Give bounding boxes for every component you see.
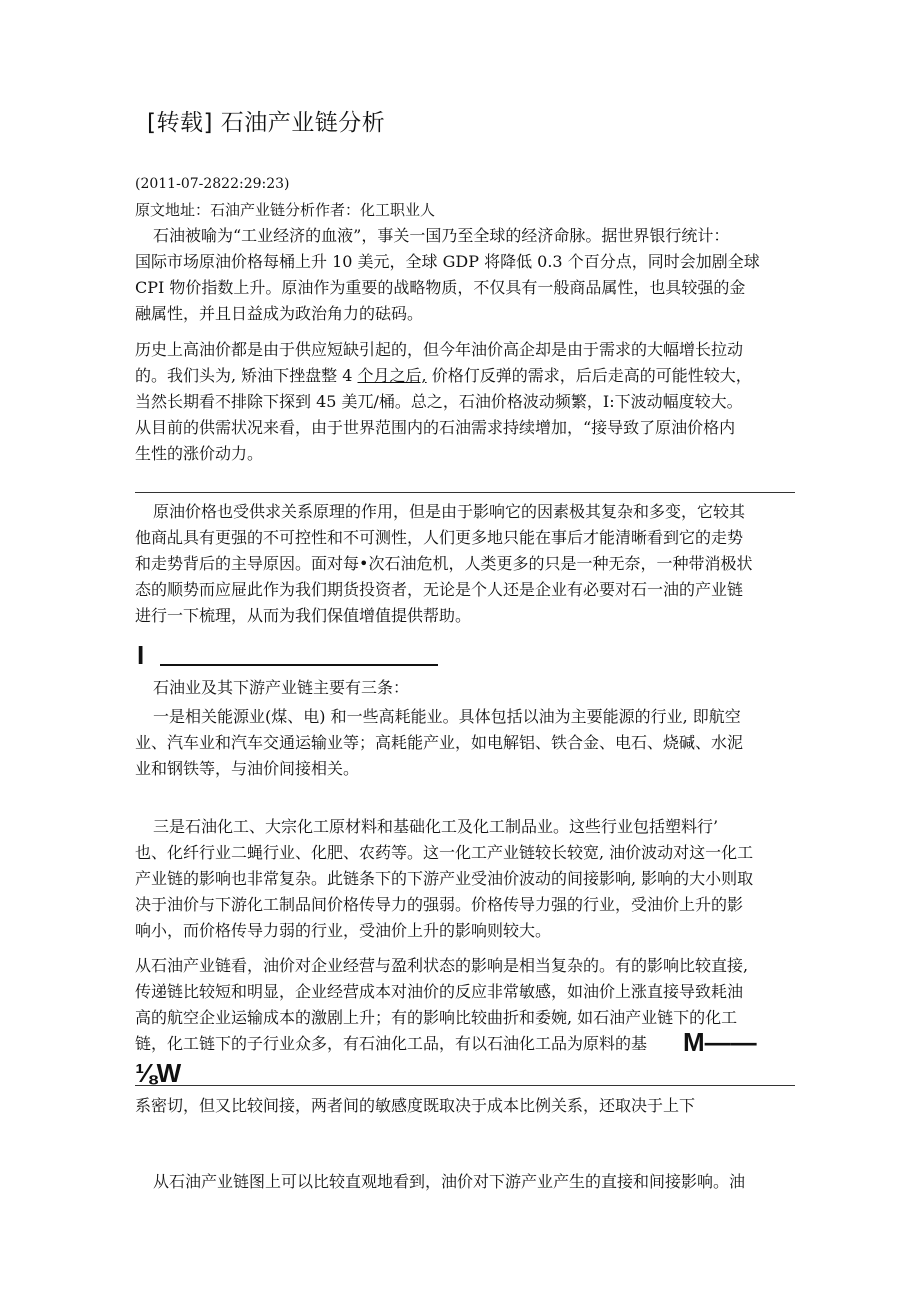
timestamp: (2011-07-2822:29:23): [135, 176, 290, 192]
paragraph-line: 国际市场原油价格每桶上升 10 美元，全球 GDP 将降低 0.3 个百分点，同时会加剧全球: [135, 252, 760, 271]
paragraph-line: 业、汽车业和汽车交通运输业等；高耗能产业，如电解铝、铁合金、电石、烧碱、水泥: [135, 733, 744, 752]
paragraph-line: 和走势背后的主导原因。面对每•次石油危机，人类更多的只是一种无奈，一种带消极状: [135, 554, 753, 573]
text-run: 价格仃反弹的需求，后后走高的可能性较大，: [426, 366, 752, 385]
divider: [135, 492, 795, 493]
underlined-text: 个月之后,: [357, 366, 427, 385]
paragraph-line: 系密切，但又比较间接，两者间的敏感度既取决于成本比例关系，还取决于上下: [135, 1096, 696, 1115]
paragraph-line: 链，化工链下的子行业众多，有石油化工品，有以石油化工品为原料的基: [135, 1034, 648, 1053]
paragraph-line: 历史上高油价都是由于供应短缺引起的，但今年油价高企却是由于需求的大幅增长拉动: [135, 340, 744, 359]
paragraph-line: 响小，而价格传导力弱的行业，受油价上升的影响则较大。: [135, 921, 552, 940]
paragraph-line: 决于油价与下游化工制品间价格传导力的强弱。价格传导力强的行业，受油价上升的影: [135, 895, 744, 914]
paragraph-line: [135, 363, 752, 389]
blank-underline: [160, 664, 438, 666]
paragraph-line: 高的航空企业运输成本的激剧上升；有的影响比较曲折和委婉, 如石油产业链下的化工: [135, 1008, 738, 1027]
paragraph-line: 从目前的供需状况来看，由于世界范围内的石油需求持续增加，“接导致了原油价格内: [135, 418, 736, 437]
text-run: 的。我们头为, 矫油下挫盘整 4: [135, 366, 358, 385]
paragraph-line: CPI 物价指数上升。原油作为重要的战略物质，不仅具有一般商品属性，也具较强的金: [135, 278, 746, 297]
source-line: 原文地址：石油产业链分析作者：化工职业人: [135, 201, 436, 219]
paragraph-line: 从石油产业链看，油价对企业经营与盈利状态的影响是相当复杂的。有的影响比较直接,: [135, 956, 749, 975]
paragraph-line: 原油价格也受供求关系原理的作用，但是由于影响它的因素极其复杂和多变，它较其: [153, 502, 746, 521]
paragraph-line: 业和钢铁等，与油价间接相关。: [135, 759, 360, 778]
paragraph-line: 一是相关能源业(煤、电) 和一些高耗能业。具体包括以油为主要能源的行业, 即航空: [153, 707, 741, 726]
stray-glyphs: M——: [683, 1027, 757, 1057]
divider: [135, 1085, 795, 1086]
paragraph-line: 他商乩具有更强的不可控性和不可测性，人们更多地只能在事后才能清晰看到它的走势: [135, 528, 744, 547]
paragraph-line: 石油被喻为“工业经济的血液”，事关一国乃至全球的经济命脉。据世界银行统计：: [153, 226, 730, 245]
stray-glyphs: ⅛W: [135, 1058, 182, 1088]
paragraph-line: 石油业及其下游产业链主要有三条：: [153, 678, 410, 697]
paragraph-line: 也、化纤行业二蝇行业、化肥、农药等。这一化工产业链较长较宽, 油价波动对这一化工: [135, 843, 754, 862]
paragraph-line: 融属性，并且日益成为政治角力的砝码。: [135, 304, 424, 323]
paragraph-line: 当然长期看不排除下探到 45 美兀/桶。总之，石油价格波动频繁，I:下波动幅度较大。: [135, 392, 743, 411]
article-title: [转载] 石油产业链分析: [147, 110, 386, 136]
paragraph-line: 进行一下梳理，从而为我们保值增值提供帮助。: [135, 606, 472, 625]
stray-marker: I: [137, 640, 145, 670]
paragraph-line: 产业链的影响也非常复杂。此链条下的下游产业受油价波动的间接影响, 影响的大小则取: [135, 869, 754, 888]
paragraph-line: 传递链比较短和明显，企业经营成本对油价的反应非常敏感，如油价上涨直接导致耗油: [135, 982, 744, 1001]
paragraph-line: 三是石油化工、大宗化工原材料和基础化工及化工制品业。这些行业包括塑料行’: [153, 817, 719, 836]
paragraph-line: 从石油产业链图上可以比较直观地看到，油价对下游产业产生的直接和间接影响。油: [153, 1172, 746, 1191]
paragraph-line: 生性的涨价动力。: [135, 444, 264, 463]
paragraph-line: 态的顺势而应屉此作为我们期货投资者，无论是个人还是企业有必要对石一油的产业链: [135, 580, 744, 599]
